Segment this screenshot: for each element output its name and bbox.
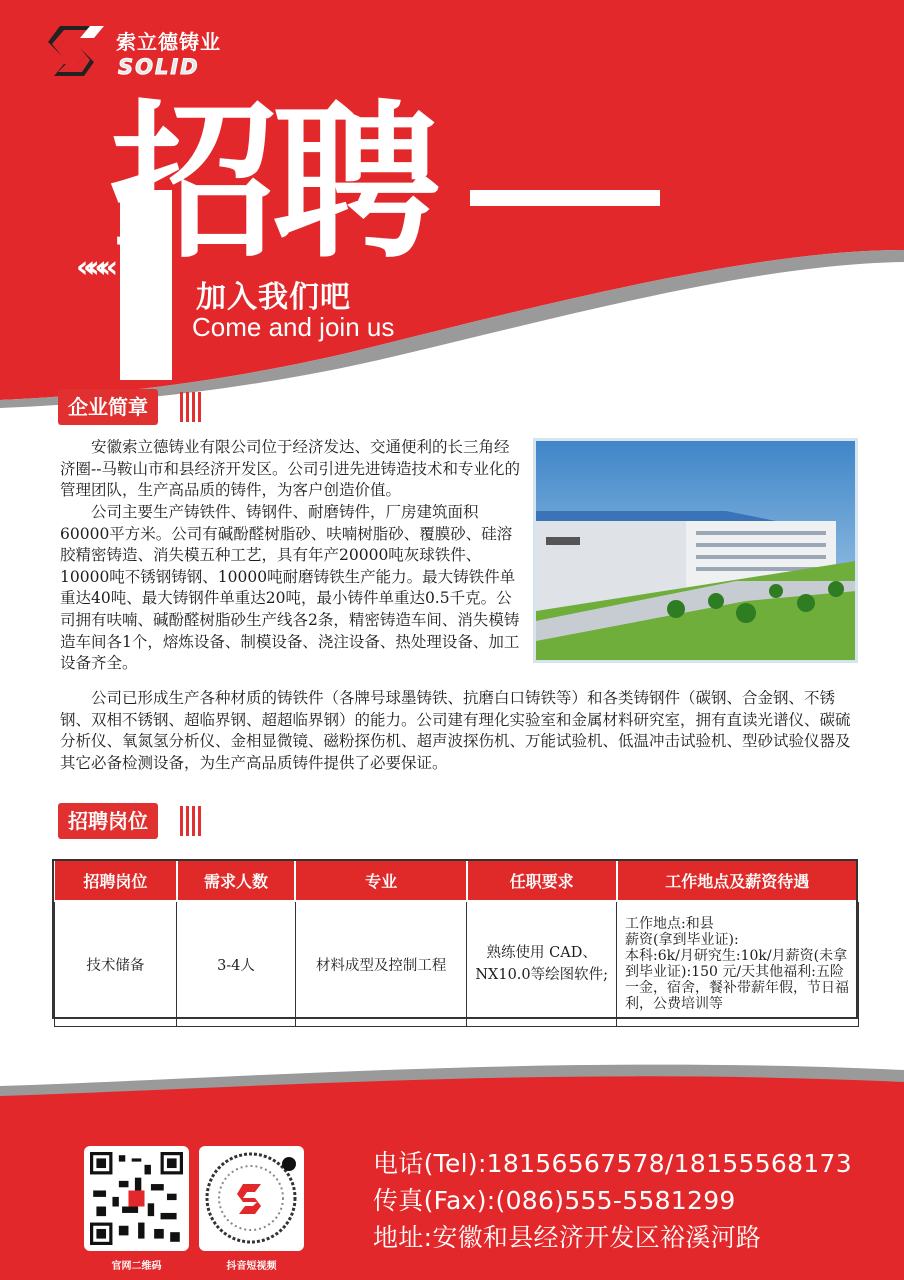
- column-header: 需求人数: [177, 860, 296, 901]
- qr-official[interactable]: [84, 1146, 189, 1251]
- factory-image: [536, 441, 856, 661]
- count-cell: 3-4人: [177, 901, 296, 1027]
- qr-code-icon: [90, 1152, 183, 1245]
- major-cell: 材料成型及控制工程: [295, 901, 467, 1027]
- qr-douyin[interactable]: [199, 1146, 304, 1251]
- column-header: 工作地点及薪资待遇: [617, 860, 858, 901]
- hero-subtitle-cn: 加入我们吧: [196, 280, 351, 315]
- jobs-table: [53, 860, 859, 1027]
- qr-official-caption: 官网二维码: [111, 1261, 162, 1272]
- hero-subtitle-en: Come and join us: [192, 312, 395, 342]
- location-salary-cell: 工作地点:和县 薪资(拿到毕业证): 本科:6k/月研究生:10k/月薪资(未拿到毕业证):150 元/天其他福利:五险一金，宿舍，餐补带薪年假，节日福利，公费培训等: [617, 901, 858, 1027]
- requirement-cell: 熟练使用 CAD、NX10.0等绘图软件;: [467, 901, 617, 1027]
- section-header-intro: [58, 389, 208, 425]
- contact-address: 地址:安徽和县经济开发区裕溪河路: [373, 1223, 762, 1252]
- page-title: 招聘: [110, 85, 434, 281]
- factory-photo: [533, 438, 858, 663]
- brand-name-cn: 索立德铸业: [116, 30, 221, 54]
- section-title-intro: 企业简章: [58, 389, 158, 425]
- solid-logo-icon: [46, 22, 108, 80]
- brand-name-en: SOLID: [118, 55, 200, 79]
- title-decoration-bar: [470, 190, 660, 206]
- column-header: 专业: [295, 860, 467, 901]
- intro-paragraph-2: 公司主要生产铸铁件、铸钢件、耐磨铸件，厂房建筑面积60000平方米。公司有碱酚醛树脂砂、呋喃树脂砂、覆膜砂、硅溶胶精密铸造、消失模五种工艺，具有年产20000吨灰球铁件、10000吨不锈钢铸钢、10000吨耐磨铸铁生产能力。最大铸铁件单重达40吨、最大铸钢件单重达20吨，最小铸件单重达0.5千克。公司拥有呋喃、碱酚醛树脂砂生产线各2条，精密铸造车间、消失模铸造车间各1个，熔炼设备、制模设备、浇注设备、热处理设备、加工设备齐全。: [60, 503, 520, 673]
- stripes-decoration: [180, 806, 202, 836]
- intro-paragraph-3: 公司已形成生产各种材质的铸铁件（各牌号球墨铸铁、抗磨白口铸铁等）和各类铸钢件（碳钢、合金钢、不锈钢、双相不锈钢、超临界钢、超超临界钢）的能力。公司建有理化实验室和金属材料研究室，拥有直读光谱仪、碳硫分析仪、氧氮氢分析仪、金相显微镜、磁粉探伤机、超声波探伤机、万能试验机、低温冲击试验机、型砂试验仪器及其它必备检测设备，为生产高品质铸件提供了必要保证。: [60, 689, 851, 772]
- column-header: 招聘岗位: [54, 860, 177, 901]
- contact-fax: 传真(Fax):(086)555-5581299: [373, 1186, 736, 1215]
- intro-column-2: [60, 502, 522, 675]
- column-header: 任职要求: [467, 860, 617, 901]
- intro-paragraph-1: 安徽索立德铸业有限公司位于经济发达、交通便利的长三角经济圈--马鞍山市和县经济开发区。公司引进先进铸造技术和专业化的管理团队，生产高品质的铸件，为客户创造价值。: [60, 438, 520, 500]
- qr-douyin-caption: 抖音短视频: [226, 1261, 277, 1272]
- position-cell: 技术储备: [54, 901, 177, 1027]
- section-header-jobs: [58, 803, 208, 839]
- table-header-row: [54, 860, 858, 901]
- douyin-qr-icon: [199, 1146, 304, 1251]
- section-title-jobs: 招聘岗位: [58, 803, 158, 839]
- stripes-decoration: [180, 392, 202, 422]
- contact-tel: 电话(Tel):18156567578/18155568173: [373, 1149, 852, 1178]
- table-row: [54, 901, 858, 1027]
- chevrons-left-icon: «««: [76, 250, 111, 285]
- intro-column-3: [60, 688, 860, 774]
